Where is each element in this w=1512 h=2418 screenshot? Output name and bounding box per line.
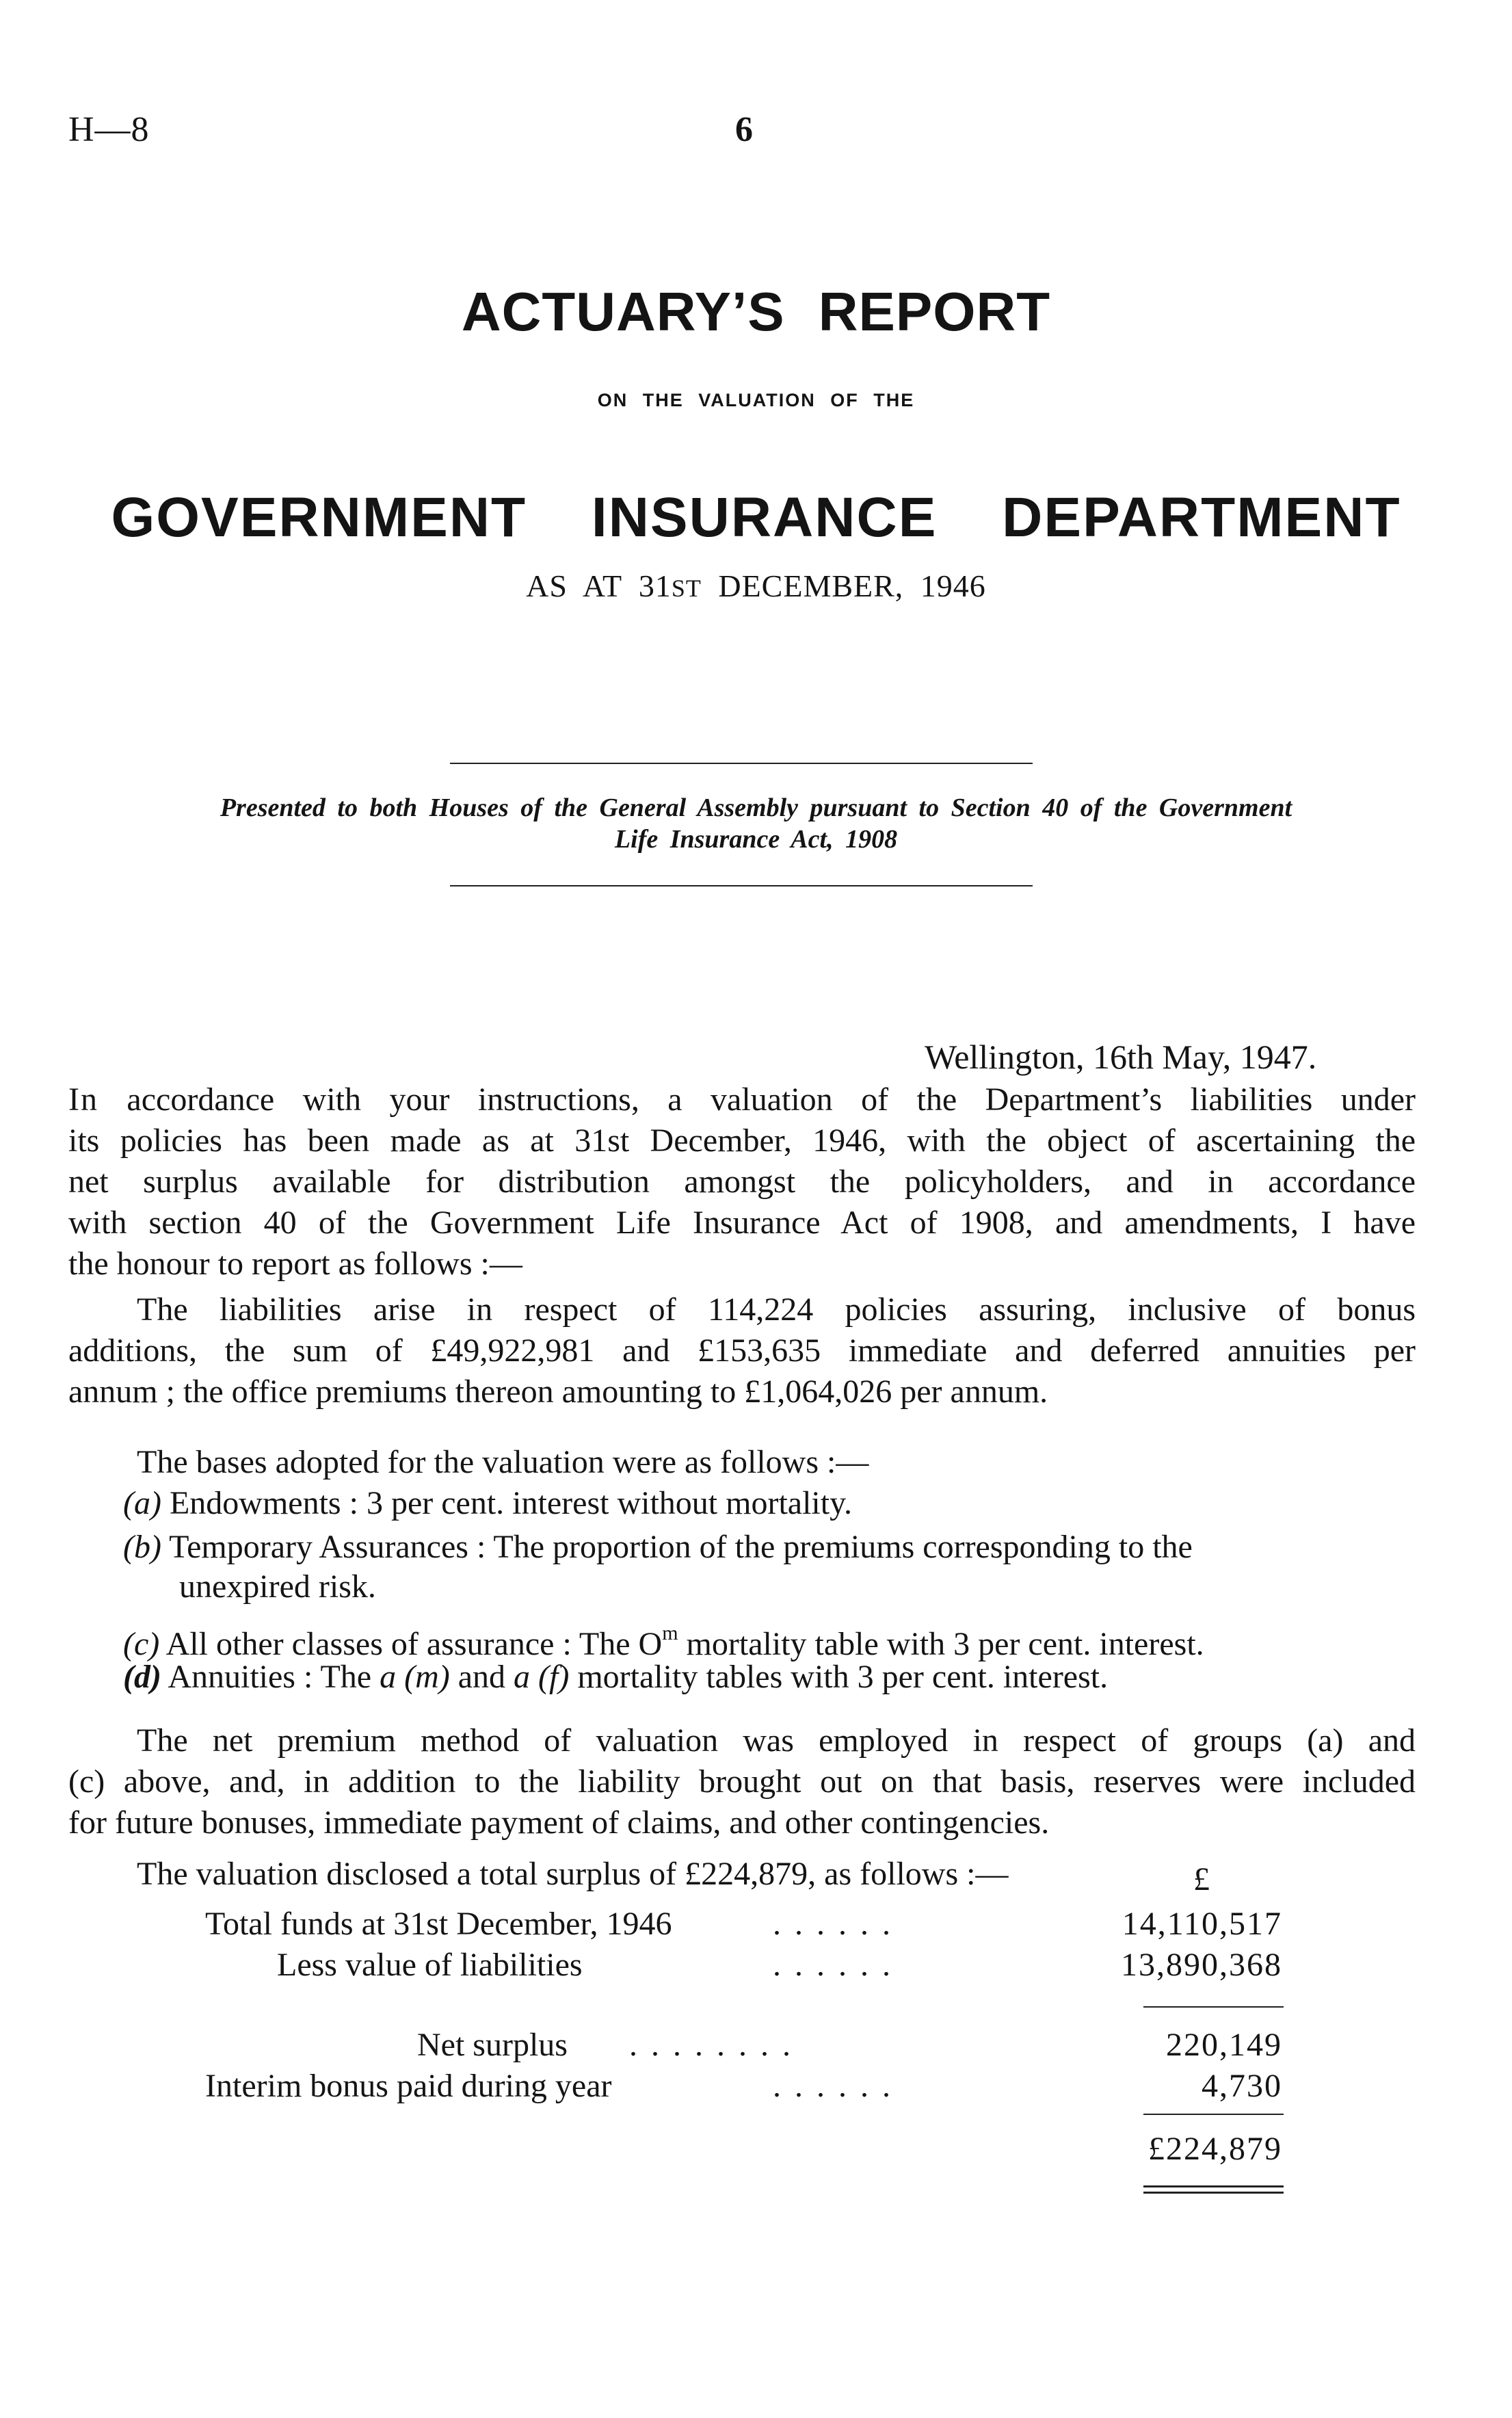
basis-d-a1: a [380, 1659, 397, 1695]
paragraph-line: annum ; the office premiums thereon amounting to £1,064,026 per annum. [68, 1374, 1048, 1410]
valuation-date-suffix: ST [671, 575, 702, 602]
basis-b-text: Temporary Assurances : The proportion of the premiums corresponding to the [169, 1529, 1193, 1565]
basis-b-label: (b) [123, 1529, 161, 1565]
total-row [0, 2129, 1512, 2170]
basis-a [123, 1483, 1416, 1524]
paragraph-line: additions, the sum of £49,922,981 and £153,635 immediate and deferred annuities per [68, 1332, 1416, 1369]
department-title: GOVERNMENT INSURANCE DEPARTMENT [111, 486, 1401, 549]
document-reference: H—8 [68, 110, 150, 149]
basis-c-label: (c) [123, 1626, 160, 1662]
basis-d-a2: a [514, 1659, 531, 1695]
paragraph-line: with section 40 of the Government Life Insurance Act of 1908, and amendments, I have [68, 1205, 1416, 1241]
total-amount: £224,879 [1148, 2131, 1282, 2167]
total-rule [1143, 2114, 1284, 2115]
place-date: Wellington, 16th May, 1947. [925, 1038, 1317, 1076]
paragraph-line: for future bonuses, immediate payment of claims, and other contingencies. [68, 1804, 1050, 1841]
row-amount: 14,110,517 [1122, 1906, 1282, 1942]
leader-dots: . . . . . . . . [629, 2027, 793, 2063]
table-row [0, 1945, 1512, 1986]
valuation-date [0, 568, 1512, 604]
row-amount: 220,149 [1166, 2027, 1282, 2063]
basis-d-label: (d) [123, 1659, 161, 1695]
paragraph-line: The liabilities arise in respect of 114,224 policies assuring, inclusive of bonus [137, 1291, 1416, 1328]
divider-bottom [450, 885, 1033, 886]
paragraph-line: net surplus available for distribution amongst the policyholders, and in accordance [68, 1164, 1416, 1200]
surplus-intro: The valuation disclosed a total surplus of £224,879, as follows :— [137, 1856, 1009, 1892]
paragraph-line: its policies has been made as at 31st December, 1946, with the object of ascertaining the [68, 1122, 1416, 1159]
paragraph-line: the honour to report as follows :— [68, 1246, 522, 1282]
presented-note [68, 792, 1444, 855]
double-rule-upper [1143, 2185, 1284, 2187]
presented-line-2: Life Insurance Act, 1908 [614, 825, 898, 854]
leader-dots: . . . . . . [773, 2068, 893, 2104]
report-subtitle: ON THE VALUATION OF THE [597, 390, 915, 410]
basis-d-text: Annuities : The [168, 1659, 380, 1695]
report-title: ACTUARY’S REPORT [461, 281, 1051, 342]
drop-initial: In [68, 1081, 98, 1118]
currency-header: £ [1193, 1861, 1210, 1897]
leader-dots: . . . . . . [773, 1906, 893, 1942]
paragraph-line: In accordance with your instructions, a valuation of the Department’s liabilities under [68, 1081, 1416, 1118]
page-number: 6 [735, 110, 753, 149]
paragraph-instructions [68, 1079, 1416, 1285]
basis-b-continuation: unexpired risk. [179, 1568, 376, 1605]
paragraph-line: (c) above, and, in addition to the liability brought out on that basis, reserves were included [68, 1763, 1416, 1800]
row-amount: 13,890,368 [1121, 1947, 1282, 1983]
row-amount: 4,730 [1202, 2068, 1282, 2104]
presented-line-1: Presented to both Houses of the General Assembly pursuant to Section 40 of the Government [220, 793, 1292, 822]
basis-a-label: (a) [123, 1485, 161, 1521]
double-rule-lower [1143, 2192, 1284, 2194]
basis-d-m: (m) [404, 1659, 450, 1695]
table-row [0, 1904, 1512, 1945]
bases-intro: The bases adopted for the valuation were as follows :— [137, 1444, 869, 1480]
basis-d: (d) Annuities : The a (m) and a (f) mortality tables with 3 per cent. interest. [123, 1659, 1109, 1695]
row-label: Less value of liabilities [277, 1947, 583, 1983]
basis-b [123, 1527, 1416, 1568]
row-label: Total funds at 31st December, 1946 [205, 1906, 672, 1942]
basis-c-text-rest: mortality table with 3 per cent. interest. [678, 1626, 1204, 1662]
subtotal-rule [1143, 2006, 1284, 2008]
row-label: Net surplus [417, 2027, 568, 2063]
divider-top [450, 763, 1033, 764]
paragraph-method [68, 1720, 1416, 1843]
table-row [0, 2025, 1512, 2066]
row-label: Interim bonus paid during year [205, 2068, 612, 2104]
leader-dots: . . . . . . [773, 1947, 893, 1983]
valuation-date-prefix: AS AT 31 [526, 568, 672, 603]
table-row [0, 2066, 1512, 2107]
paragraph-liabilities [68, 1289, 1416, 1412]
valuation-date-rest: DECEMBER, 1946 [701, 568, 986, 603]
basis-d-f: (f) [538, 1659, 570, 1695]
paragraph-line: The net premium method of valuation was employed in respect of groups (a) and [137, 1722, 1416, 1759]
basis-c-text: All other classes of assurance : The O [165, 1626, 663, 1662]
basis-a-text: Endowments : 3 per cent. interest without mortality. [169, 1485, 852, 1521]
om-superscript: m [662, 1622, 678, 1644]
